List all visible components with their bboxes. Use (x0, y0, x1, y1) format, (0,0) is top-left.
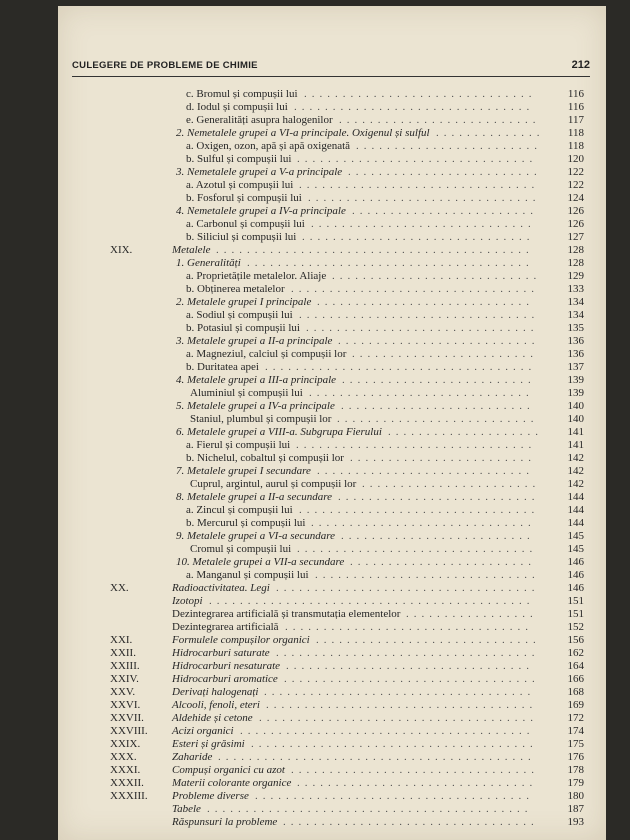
entry-page-number: 128 (567, 244, 584, 256)
entry-page-number: 146 (567, 569, 584, 581)
entry-page-number: 144 (567, 491, 584, 503)
toc-entry (0, 100, 630, 114)
leader-dots: ................................ (286, 660, 534, 672)
leader-dots: ............................. (311, 517, 536, 529)
entry-title: a. Fierul și compușii lui (186, 439, 291, 451)
entry-title: 10. Metalele grupei a VII-a secundare (176, 556, 345, 568)
leader-dots: ............................ (317, 465, 534, 477)
entry-title: b. Duritatea apei (186, 361, 259, 373)
toc-entry (0, 711, 630, 725)
leader-dots: .......................... (339, 114, 541, 126)
entry-page-number: 152 (567, 621, 584, 633)
toc-entry (0, 659, 630, 673)
entry-page-number: 166 (567, 673, 584, 685)
leader-dots: .................................... (259, 712, 538, 724)
leader-dots: .............................. (304, 88, 537, 100)
toc-entry (0, 698, 630, 712)
entry-page-number: 176 (567, 751, 584, 763)
toc-entry (0, 334, 630, 348)
entry-title: Aluminiul și compușii lui (190, 387, 303, 399)
entry-page-number: 126 (567, 205, 584, 217)
leader-dots: ......................... (348, 166, 542, 178)
entry-page-number: 146 (567, 582, 584, 594)
entry-page-number: 169 (567, 699, 584, 711)
entry-title: a. Proprietățile metalelor. Aliaje (186, 270, 327, 282)
leader-dots: ....................... (362, 478, 541, 490)
chapter-number: XXXIII. (110, 790, 148, 802)
entry-title: Hidrocarburi saturate (172, 647, 270, 659)
entry-page-number: 128 (567, 257, 584, 269)
entry-title: b. Potasiul și compușii lui (186, 322, 300, 334)
toc-entry (0, 789, 630, 803)
toc-entry (0, 321, 630, 335)
entry-page-number: 126 (567, 218, 584, 230)
leader-dots: ............................... (299, 504, 540, 516)
leader-dots: .................................. (276, 647, 540, 659)
toc-entry (0, 243, 630, 257)
entry-title: Dezintegrarea artificială și transmutația elementelor (172, 608, 401, 620)
entry-page-number: 156 (567, 634, 584, 646)
entry-page-number: 140 (567, 413, 584, 425)
toc-entry (0, 620, 630, 634)
entry-page-number: 127 (567, 231, 584, 243)
toc-entry (0, 386, 630, 400)
entry-title: 2. Nemetalele grupei a VI-a principale. Oxigenul și sulful (176, 127, 430, 139)
entry-page-number: 136 (567, 348, 584, 360)
entry-title: c. Bromul și compușii lui (186, 88, 298, 100)
entry-page-number: 139 (567, 374, 584, 386)
entry-title: Cuprul, argintul, aurul și compușii lor (190, 478, 357, 490)
leader-dots: ............................... (294, 101, 535, 113)
leader-dots: .......................... (338, 491, 540, 503)
entry-page-number: 179 (567, 777, 584, 789)
chapter-number: XXVIII. (110, 725, 148, 737)
chapter-number: XXIX. (110, 738, 141, 750)
entry-title: Acizi organici (172, 725, 234, 737)
toc-entry (0, 724, 630, 738)
leader-dots: ........................... (332, 270, 542, 282)
entry-page-number: 144 (567, 517, 584, 529)
entry-title: a. Manganul și compușii lui (186, 569, 309, 581)
entry-page-number: 164 (567, 660, 584, 672)
leader-dots: ...................................... (240, 725, 535, 737)
leader-dots: ............................... (297, 153, 538, 165)
entry-title: 3. Metalele grupei a II-a principale (176, 335, 333, 347)
entry-page-number: 145 (567, 530, 584, 542)
entry-page-number: 151 (567, 608, 584, 620)
toc-entry (0, 763, 630, 777)
entry-title: Esteri și grăsimi (172, 738, 245, 750)
leader-dots: .......................................... (207, 803, 533, 815)
chapter-number: XX. (110, 582, 129, 594)
leader-dots: ......................................... (218, 751, 536, 763)
entry-page-number: 124 (567, 192, 584, 204)
toc-entry (0, 347, 630, 361)
leader-dots: ............................... (297, 543, 538, 555)
entry-title: b. Obținerea metalelor (186, 283, 285, 295)
entry-page-number: 180 (567, 790, 584, 802)
leader-dots: ......................................... (216, 244, 534, 256)
toc-entry (0, 555, 630, 569)
entry-title: 3. Nemetalele grupei a V-a principale (176, 166, 343, 178)
leader-dots: ............................... (299, 309, 540, 321)
toc-entry (0, 87, 630, 101)
entry-page-number: 116 (567, 88, 584, 100)
entry-title: Metalele (172, 244, 211, 256)
entry-page-number: 174 (567, 725, 584, 737)
entry-title: Zaharide (172, 751, 213, 763)
entry-title: Hidrocarburi nesaturate (172, 660, 281, 672)
chapter-number: XXXII. (110, 777, 144, 789)
chapter-number: XXVI. (110, 699, 141, 711)
leader-dots: ........................ (350, 452, 536, 464)
leader-dots: ................................... (264, 686, 536, 698)
toc-entry (0, 451, 630, 465)
entry-title: 9. Metalele grupei a VI-a secundare (176, 530, 336, 542)
leader-dots: .......................... (338, 335, 540, 347)
leader-dots: ................................. (283, 816, 539, 828)
toc-entry (0, 230, 630, 244)
leader-dots: ............................... (296, 439, 537, 451)
toc-entry (0, 412, 630, 426)
toc-entry (0, 815, 630, 829)
entry-title: e. Generalități asupra halogenilor (186, 114, 333, 126)
chapter-number: XXIV. (110, 673, 139, 685)
leader-dots: ............................. (309, 387, 534, 399)
entry-title: b. Fosforul și compușii lui (186, 192, 302, 204)
entry-title: Probleme diverse (172, 790, 249, 802)
leader-dots: ................................... (266, 699, 538, 711)
leader-dots: .................................... (255, 790, 534, 802)
entry-page-number: 172 (567, 712, 584, 724)
leader-dots: .............................. (302, 231, 535, 243)
leader-dots: ............................ (317, 296, 534, 308)
entry-title: Formulele compușilor organici (172, 634, 310, 646)
leader-dots: ........................ (352, 348, 538, 360)
toc-entry (0, 360, 630, 374)
leader-dots: .................................. (276, 582, 540, 594)
entry-title: 8. Metalele grupei a II-a secundare (176, 491, 332, 503)
entry-title: b. Nichelul, cobaltul și compușii lor (186, 452, 344, 464)
entry-page-number: 178 (567, 764, 584, 776)
chapter-number: XIX. (110, 244, 133, 256)
toc-entry (0, 776, 630, 790)
toc-entry (0, 516, 630, 530)
toc-entry (0, 204, 630, 218)
entry-page-number: 135 (567, 322, 584, 334)
chapter-number: XXVII. (110, 712, 144, 724)
entry-page-number: 129 (567, 270, 584, 282)
leader-dots: ................................ (285, 621, 533, 633)
leader-dots: ................. (406, 608, 538, 620)
toc-entry (0, 802, 630, 816)
entry-title: Hidrocarburi aromatice (172, 673, 278, 685)
entry-title: a. Azotul și compușii lui (186, 179, 294, 191)
chapter-number: XXII. (110, 647, 136, 659)
entry-title: Izotopi (172, 595, 203, 607)
entry-page-number: 162 (567, 647, 584, 659)
toc-entry (0, 256, 630, 270)
entry-title: Tabele (172, 803, 201, 815)
entry-page-number: 122 (567, 179, 584, 191)
entry-title: a. Zincul și compușii lui (186, 504, 293, 516)
entry-page-number: 151 (567, 595, 584, 607)
entry-page-number: 117 (567, 114, 584, 126)
leader-dots: ................................. (284, 673, 540, 685)
entry-title: Materii colorante organice (172, 777, 292, 789)
leader-dots: ................................ (291, 283, 539, 295)
leader-dots: .............. (436, 127, 545, 139)
leader-dots: ..................................... (247, 257, 534, 269)
entry-title: 2. Metalele grupei I principale (176, 296, 312, 308)
entry-title: Răspunsuri la probleme (172, 816, 278, 828)
toc-entry (0, 425, 630, 439)
toc-entry (0, 139, 630, 153)
toc-entry (0, 438, 630, 452)
leader-dots: ........................ (350, 556, 536, 568)
entry-title: Radioactivitatea. Legi (172, 582, 270, 594)
toc-entry (0, 529, 630, 543)
leader-dots: .......................................... (209, 595, 535, 607)
entry-page-number: 144 (567, 504, 584, 516)
leader-dots: ................................... (265, 361, 537, 373)
toc-entry (0, 581, 630, 595)
chapter-number: XXIII. (110, 660, 140, 672)
leader-dots: ............................. (311, 218, 536, 230)
entry-title: b. Siliciul și compușii lui (186, 231, 297, 243)
entry-page-number: 134 (567, 309, 584, 321)
entry-page-number: 141 (567, 426, 584, 438)
toc-entry (0, 269, 630, 283)
entry-page-number: 122 (567, 166, 584, 178)
toc-entry (0, 126, 630, 140)
entry-page-number: 120 (567, 153, 584, 165)
entry-page-number: 118 (567, 140, 584, 152)
leader-dots: ............................. (316, 634, 541, 646)
toc-entry (0, 399, 630, 413)
entry-page-number: 142 (567, 478, 584, 490)
entry-page-number: 118 (567, 127, 584, 139)
toc-entry (0, 737, 630, 751)
entry-title: Alcooli, fenoli, eteri (172, 699, 260, 711)
entry-title: 6. Metalele grupei a VIII-a. Subgrupa Fierului (176, 426, 382, 438)
entry-page-number: 146 (567, 556, 584, 568)
toc-entry (0, 308, 630, 322)
toc-entry (0, 503, 630, 517)
toc-entry (0, 750, 630, 764)
leader-dots: ..................................... (251, 738, 538, 750)
entry-page-number: 141 (567, 439, 584, 451)
chapter-number: XXI. (110, 634, 133, 646)
entry-page-number: 134 (567, 296, 584, 308)
entry-title: Staniul, plumbul și compușii lor (190, 413, 332, 425)
toc-entry (0, 477, 630, 491)
entry-page-number: 193 (567, 816, 584, 828)
entry-title: Derivați halogenați (172, 686, 259, 698)
entry-title: Compuși organici cu azot (172, 764, 285, 776)
entry-page-number: 136 (567, 335, 584, 347)
entry-title: a. Magneziul, calciul și compușii lor (186, 348, 347, 360)
entry-page-number: 116 (567, 101, 584, 113)
leader-dots: ................................ (291, 764, 539, 776)
entry-page-number: 139 (567, 387, 584, 399)
toc-entry (0, 464, 630, 478)
entry-page-number: 142 (567, 465, 584, 477)
entry-title: b. Sulful și compușii lui (186, 153, 292, 165)
toc-entry (0, 113, 630, 127)
leader-dots: ........................ (352, 205, 538, 217)
toc-entry (0, 542, 630, 556)
leader-dots: ......................... (342, 374, 536, 386)
entry-title: Cromul și compușii lui (190, 543, 292, 555)
leader-dots: ......................... (341, 530, 535, 542)
entry-title: a. Oxigen, ozon, apă și apă oxigenată (186, 140, 351, 152)
toc-entry (0, 607, 630, 621)
chapter-number: XXX. (110, 751, 137, 763)
chapter-number: XXV. (110, 686, 136, 698)
toc-entry (0, 685, 630, 699)
leader-dots: ............................. (315, 569, 540, 581)
entry-title: Aldehide și cetone (172, 712, 253, 724)
toc-entry (0, 373, 630, 387)
toc-entry (0, 191, 630, 205)
toc-entry (0, 633, 630, 647)
entry-page-number: 145 (567, 543, 584, 555)
toc-entry (0, 217, 630, 231)
leader-dots: ......................... (341, 400, 535, 412)
entry-title: 1. Generalități (176, 257, 241, 269)
leader-dots: ........................ (356, 140, 542, 152)
entry-title: 4. Metalele grupei a III-a principale (176, 374, 337, 386)
page-number: 212 (571, 59, 590, 71)
chapter-number: XXXI. (110, 764, 141, 776)
toc-entry (0, 295, 630, 309)
toc-entry (0, 178, 630, 192)
entry-title: a. Carbonul și compușii lui (186, 218, 305, 230)
leader-dots: ............................... (297, 777, 538, 789)
toc-entry (0, 282, 630, 296)
toc-entry (0, 594, 630, 608)
entry-title: b. Mercurul și compușii lui (186, 517, 306, 529)
entry-title: 7. Metalele grupei I secundare (176, 465, 311, 477)
leader-dots: .............................. (306, 322, 539, 334)
entry-page-number: 133 (567, 283, 584, 295)
toc-entry (0, 165, 630, 179)
entry-page-number: 142 (567, 452, 584, 464)
entry-page-number: 140 (567, 400, 584, 412)
entry-title: Dezintegrarea artificială (172, 621, 279, 633)
book-title: CULEGERE DE PROBLEME DE CHIMIE (72, 60, 258, 71)
leader-dots: ............................... (299, 179, 540, 191)
toc-entry (0, 152, 630, 166)
leader-dots: .................... (388, 426, 543, 438)
toc-entry (0, 646, 630, 660)
entry-title: 5. Metalele grupei a IV-a principale (176, 400, 335, 412)
entry-page-number: 187 (567, 803, 584, 815)
entry-title: 4. Nemetalele grupei a IV-a principale (176, 205, 346, 217)
toc-entry (0, 490, 630, 504)
toc-entry (0, 568, 630, 582)
entry-title: d. Iodul și compușii lui (186, 101, 288, 113)
leader-dots: .......................... (337, 413, 539, 425)
leader-dots: .............................. (308, 192, 541, 204)
entry-page-number: 168 (567, 686, 584, 698)
entry-page-number: 175 (567, 738, 584, 750)
toc-entry (0, 672, 630, 686)
entry-page-number: 137 (567, 361, 584, 373)
entry-title: a. Sodiul și compușii lui (186, 309, 293, 321)
